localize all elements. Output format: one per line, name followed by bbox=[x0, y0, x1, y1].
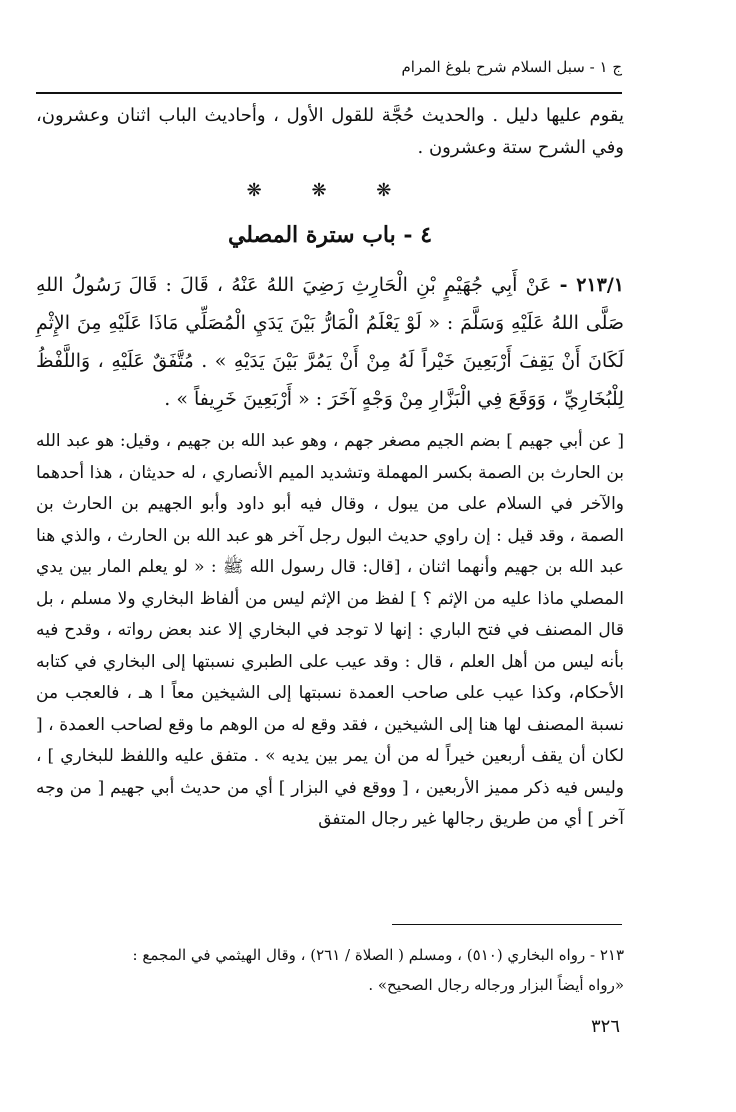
chapter-title: ٤ - باب سترة المصلي bbox=[227, 222, 433, 248]
header-divider bbox=[36, 92, 622, 94]
hadith-number: ٢١٣/١ - bbox=[559, 274, 624, 296]
hadith-text: عَنْ أَبِي جُهَيْمٍ بْنِ الْحَارِثِ رَضِيَ اللهُ عَنْهُ ، قَالَ : قَالَ رَسُولُ اللهِ صَلَّى اللهُ عَلَيْهِ وَسَلَّمَ : « لَوْ يَعْلَمُ الْمَارُّ بَيْنَ يَدَيِ الْمُصَلِّي مَاذَا عَلَيْهِ مِنَ الإِثْمِ لَكَانَ أَنْ يَقِفَ أَرْبَعِينَ خَيْراً لَهُ مِنْ أَنْ يَمُرَّ بَيْنَ يَدَيْهِ » . مُتَّفَقٌ عَلَيْهِ ، وَاللَّفْظُ لِلْبُخَارِيِّ ، وَوَقَعَ فِي الْبَزَّارِ مِنْ وَجْهٍ آخَرَ : « أَرْبَعِينَ خَرِيفاً » . bbox=[36, 274, 624, 410]
footnote-divider bbox=[392, 924, 622, 925]
hadith-text-block bbox=[36, 266, 624, 418]
footnote-line: «رواه أيضاً البزار ورجاله رجال الصحيح» . bbox=[368, 976, 624, 994]
page-number: ٣٢٦ bbox=[590, 1016, 620, 1037]
commentary-paragraph: [ عن أبي جهيم ] بضم الجيم مصغر جهم ، وهو عبد الله بن جهيم ، وقيل: هو عبد الله بن الحارث بن الصمة بكسر المهملة وتشديد الميم الأنصاري ، له حديثان ، هذا أحدهما والآخر في السلام على من يبول ، وقال فيه أبو داود وأبو الجهيم بن الحارث بن الصمة ، وقد قيل : إن راوي حديث البول رجل آخر هو عبد الله بن الحارث ، والذي هنا عبد الله بن جهيم وأنهما اثنان ، [قال: قال رسول الله ﷺ : « لو يعلم المار بين يدي المصلي ماذا عليه من الإثم ؟ ] لفظ من الإثم ليس من ألفاظ البخاري ولا مسلم ، بل قال المصنف في فتح الباري : إنها لا توجد في البخاري إلا عند بعض رواته ، وقدح فيه بأنه ليس من أهل العلم ، قال : وقد عيب على الطبري نسبتها إلى البخاري في كتابه الأحكام، وكذا عيب على صاحب العمدة نسبتها إلى الشيخين معاً ا هـ ، فالعجب من نسبة المصنف لها هنا إلى الشيخين ، فقد وقع له من الوهم ما وقع لصاحب العمدة ، [ لكان أن يقف أربعين خيراً له من أن يمر بين يديه » . متفق عليه واللفظ للبخاري ] ، وليس فيه ذكر مميز الأربعين ، [ ووقع في البزار ] أي من حديث أبي جهيم [ من وجه آخر ] أي من طريق رجالها غير رجال المتفق bbox=[36, 431, 624, 829]
footnotes bbox=[36, 940, 624, 1000]
footnote-line: ٢١٣ - رواه البخاري (٥١٠) ، ومسلم ( الصلاة / ٢٦١) ، وقال الهيثمي في المجمع : bbox=[132, 946, 624, 964]
intro-paragraph: يقوم عليها دليل . والحديث حُجَّة للقول الأول ، وأحاديث الباب اثنان وعشرون، وفي الشرح ستة وعشرون . bbox=[36, 105, 624, 158]
section-separator: ❋ ❋ ❋ bbox=[246, 180, 414, 201]
running-header: ج ١ - سبل السلام شرح بلوغ المرام bbox=[401, 58, 622, 76]
